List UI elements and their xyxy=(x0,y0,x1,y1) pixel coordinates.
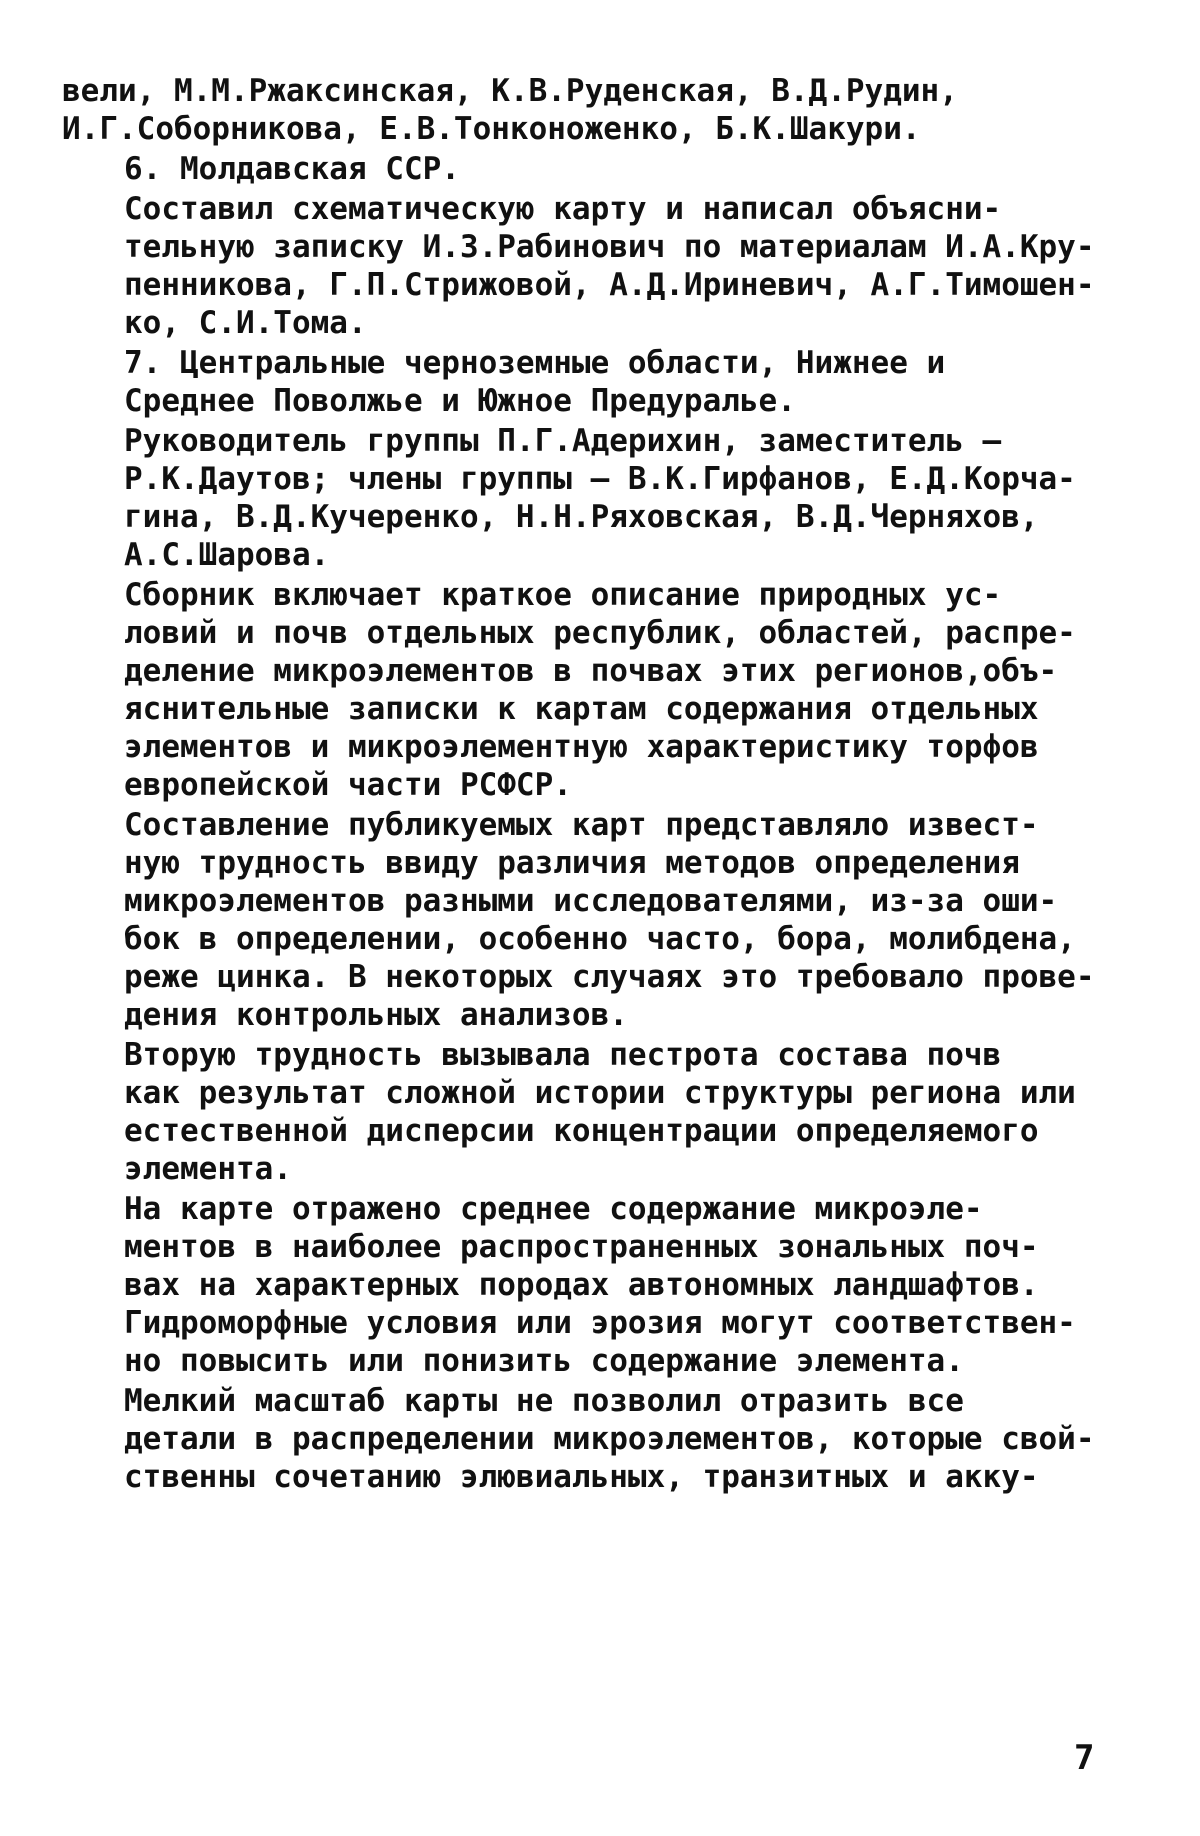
text-line: 6. Молдавская ССР. xyxy=(124,151,460,187)
text-line: Вторую трудность вызывала пестрота состава почв xyxy=(124,1037,1002,1073)
paragraph xyxy=(62,1190,1112,1380)
text-line: реже цинка. В некоторых случаях это требовало прове- xyxy=(124,959,1095,995)
text-line: А.С.Шарова. xyxy=(124,537,330,573)
text-line: На карте отражено среднее содержание микроэле- xyxy=(124,1191,983,1227)
document-page xyxy=(62,72,1112,1498)
text-line: ственны сочетанию элювиальных, транзитных и акку- xyxy=(124,1459,1039,1495)
text-line: естественной дисперсии концентрации определяемого xyxy=(124,1113,1039,1149)
text-line: европейской части РСФСР. xyxy=(124,767,572,803)
text-line: Мелкий масштаб карты не позволил отразить все xyxy=(124,1383,964,1419)
text-line: тельную записку И.З.Рабинович по материалам И.А.Кру- xyxy=(124,229,1095,265)
text-line: вели, М.М.Ржаксинская, К.В.Руденская, В.Д.Рудин, xyxy=(62,73,958,109)
text-line: но повысить или понизить содержание элемента. xyxy=(124,1343,964,1379)
text-line: Р.К.Даутов; члены группы – В.К.Гирфанов, Е.Д.Корча- xyxy=(124,461,1076,497)
text-line: Составление публикуемых карт представляло извест- xyxy=(124,807,1039,843)
text-line: гина, В.Д.Кучеренко, Н.Н.Ряховская, В.Д.Черняхов, xyxy=(124,499,1039,535)
text-line: Сборник включает краткое описание природных ус- xyxy=(124,577,1002,613)
text-line: Среднее Поволжье и Южное Предуралье. xyxy=(124,383,796,419)
text-line: ную трудность ввиду различия методов определения xyxy=(124,845,1020,881)
text-line: Составил схематическую карту и написал объясни- xyxy=(124,191,1002,227)
text-line: 7. Центральные черноземные области, Нижнее и xyxy=(124,345,946,381)
page-number: 7 xyxy=(1074,1738,1095,1778)
text-line: микроэлементов разными исследователями, из-за оши- xyxy=(124,883,1058,919)
paragraph xyxy=(62,190,1112,342)
text-line: как результат сложной истории структуры региона или xyxy=(124,1075,1076,1111)
text-line: Руководитель группы П.Г.Адерихин, заместитель – xyxy=(124,423,1002,459)
text-line: ловий и почв отдельных республик, областей, распре- xyxy=(124,615,1076,651)
text-line: детали в распределении микроэлементов, которые свой- xyxy=(124,1421,1095,1457)
paragraph xyxy=(62,72,1112,148)
text-line: элемента. xyxy=(124,1151,292,1187)
text-line: Гидроморфные условия или эрозия могут соответствен- xyxy=(124,1305,1076,1341)
text-line: ко, С.И.Тома. xyxy=(124,305,367,341)
paragraph xyxy=(62,806,1112,1034)
paragraph xyxy=(62,576,1112,804)
text-line: И.Г.Соборникова, Е.В.Тонконоженко, Б.К.Шакури. xyxy=(62,111,921,147)
text-line: пенникова, Г.П.Стрижовой, А.Д.Ириневич, А.Г.Тимошен- xyxy=(124,267,1095,303)
paragraph xyxy=(62,1382,1112,1496)
paragraph xyxy=(62,1036,1112,1188)
text-line: бок в определении, особенно часто, бора, молибдена, xyxy=(124,921,1076,957)
text-line: элементов и микроэлементную характеристику торфов xyxy=(124,729,1039,765)
text-line: яснительные записки к картам содержания отдельных xyxy=(124,691,1039,727)
paragraph xyxy=(62,422,1112,574)
text-line: деление микроэлементов в почвах этих регионов,объ- xyxy=(124,653,1058,689)
text-line: вах на характерных породах автономных ландшафтов. xyxy=(124,1267,1039,1303)
text-line: ментов в наиболее распространенных зональных поч- xyxy=(124,1229,1039,1265)
paragraph xyxy=(62,150,1112,188)
paragraph xyxy=(62,344,1112,420)
text-line: дения контрольных анализов. xyxy=(124,997,628,1033)
